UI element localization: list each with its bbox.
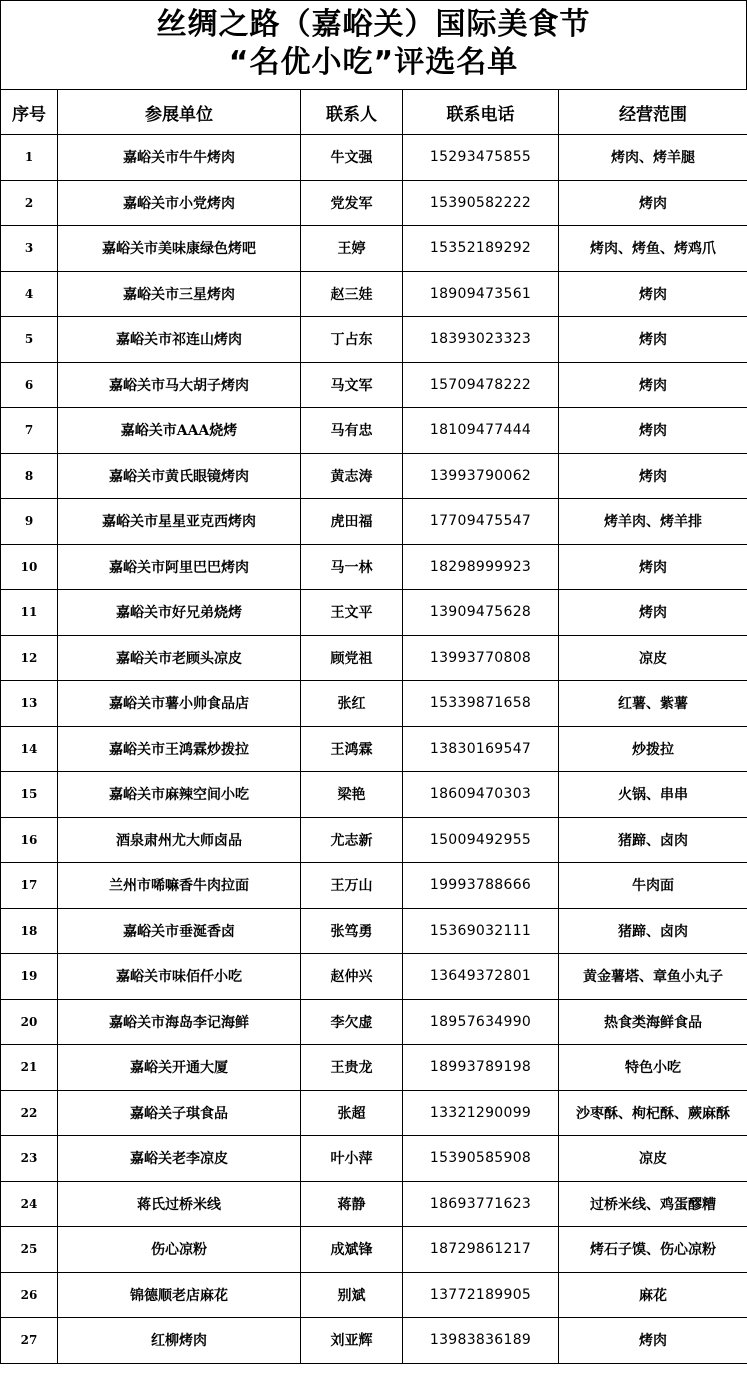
cell-index: 19: [1, 954, 58, 1000]
vendor-table: [0, 89, 747, 1364]
cell-vendor: 嘉峪关市小党烤肉: [58, 180, 301, 226]
cell-index: 14: [1, 726, 58, 772]
cell-index: 9: [1, 499, 58, 545]
cell-scope: 牛肉面: [559, 863, 747, 909]
cell-vendor: 伤心凉粉: [58, 1227, 301, 1273]
table-row: [1, 681, 747, 727]
cell-vendor: 锦德顺老店麻花: [58, 1272, 301, 1318]
cell-vendor: 嘉峪关市海岛李记海鲜: [58, 999, 301, 1045]
cell-scope: 烤肉: [559, 180, 747, 226]
cell-phone: 15390582222: [403, 180, 559, 226]
cell-vendor: 嘉峪关市AAA烧烤: [58, 408, 301, 454]
cell-phone: 17709475547: [403, 499, 559, 545]
cell-scope: 黄金薯塔、章鱼小丸子: [559, 954, 747, 1000]
cell-vendor: 嘉峪关市王鸿霖炒拨拉: [58, 726, 301, 772]
cell-phone: 18109477444: [403, 408, 559, 454]
cell-vendor: 嘉峪关子琪食品: [58, 1090, 301, 1136]
cell-contact: 丁占东: [301, 317, 403, 363]
cell-vendor: 嘉峪关市味佰仟小吃: [58, 954, 301, 1000]
table-row: [1, 317, 747, 363]
cell-contact: 成斌锋: [301, 1227, 403, 1273]
cell-contact: 顾党祖: [301, 635, 403, 681]
cell-contact: 虎田福: [301, 499, 403, 545]
cell-contact: 王万山: [301, 863, 403, 909]
cell-contact: 刘亚辉: [301, 1318, 403, 1364]
cell-vendor: 嘉峪关开通大厦: [58, 1045, 301, 1091]
cell-scope: 火锅、串串: [559, 772, 747, 818]
cell-vendor: 嘉峪关市三星烤肉: [58, 271, 301, 317]
cell-vendor: 嘉峪关市垂涎香卤: [58, 908, 301, 954]
cell-scope: 特色小吃: [559, 1045, 747, 1091]
cell-phone: 15709478222: [403, 362, 559, 408]
cell-index: 23: [1, 1136, 58, 1182]
cell-index: 16: [1, 817, 58, 863]
cell-scope: 烤石子馍、伤心凉粉: [559, 1227, 747, 1273]
cell-contact: 王贵龙: [301, 1045, 403, 1091]
table-row: [1, 1318, 747, 1364]
table-row: [1, 135, 747, 181]
cell-index: 18: [1, 908, 58, 954]
cell-vendor: 酒泉肃州尤大师卤品: [58, 817, 301, 863]
cell-scope: 烤肉: [559, 544, 747, 590]
cell-scope: 烤羊肉、烤羊排: [559, 499, 747, 545]
cell-vendor: 蒋氏过桥米线: [58, 1181, 301, 1227]
table-row: [1, 453, 747, 499]
cell-vendor: 嘉峪关老李凉皮: [58, 1136, 301, 1182]
cell-contact: 马一林: [301, 544, 403, 590]
cell-contact: 张超: [301, 1090, 403, 1136]
cell-scope: 麻花: [559, 1272, 747, 1318]
table-row: [1, 499, 747, 545]
cell-scope: 烤肉、烤鱼、烤鸡爪: [559, 226, 747, 272]
cell-phone: 15009492955: [403, 817, 559, 863]
cell-index: 5: [1, 317, 58, 363]
cell-contact: 张笃勇: [301, 908, 403, 954]
cell-vendor: 嘉峪关市阿里巴巴烤肉: [58, 544, 301, 590]
cell-index: 6: [1, 362, 58, 408]
table-row: [1, 817, 747, 863]
cell-scope: 热食类海鲜食品: [559, 999, 747, 1045]
cell-index: 22: [1, 1090, 58, 1136]
table-row: [1, 999, 747, 1045]
cell-scope: 烤肉、烤羊腿: [559, 135, 747, 181]
cell-vendor: 嘉峪关市黄氏眼镜烤肉: [58, 453, 301, 499]
title-block: [0, 0, 747, 89]
cell-index: 8: [1, 453, 58, 499]
cell-index: 21: [1, 1045, 58, 1091]
table-row: [1, 1181, 747, 1227]
cell-index: 12: [1, 635, 58, 681]
cell-vendor: 嘉峪关市好兄弟烧烤: [58, 590, 301, 636]
cell-scope: 烤肉: [559, 362, 747, 408]
cell-phone: 18693771623: [403, 1181, 559, 1227]
cell-contact: 黄志涛: [301, 453, 403, 499]
table-row: [1, 180, 747, 226]
table-row: [1, 226, 747, 272]
title-line-1: 丝绸之路（嘉峪关）国际美食节: [156, 7, 591, 42]
cell-contact: 赵三娃: [301, 271, 403, 317]
cell-phone: 15293475855: [403, 135, 559, 181]
table-row: [1, 908, 747, 954]
cell-vendor: 嘉峪关市星星亚克西烤肉: [58, 499, 301, 545]
cell-contact: 蒋静: [301, 1181, 403, 1227]
cell-contact: 王文平: [301, 590, 403, 636]
title-line-2: “名优小吃”评选名单: [228, 45, 519, 80]
cell-contact: 张红: [301, 681, 403, 727]
cell-contact: 尤志新: [301, 817, 403, 863]
cell-phone: 15352189292: [403, 226, 559, 272]
cell-phone: 18729861217: [403, 1227, 559, 1273]
table-row: [1, 954, 747, 1000]
cell-scope: 凉皮: [559, 1136, 747, 1182]
cell-phone: 13909475628: [403, 590, 559, 636]
cell-contact: 王婷: [301, 226, 403, 272]
cell-vendor: 嘉峪关市马大胡子烤肉: [58, 362, 301, 408]
cell-phone: 13649372801: [403, 954, 559, 1000]
header-vendor: 参展单位: [58, 90, 301, 135]
cell-vendor: 嘉峪关市牛牛烤肉: [58, 135, 301, 181]
cell-phone: 13983836189: [403, 1318, 559, 1364]
cell-phone: 15390585908: [403, 1136, 559, 1182]
table-row: [1, 1090, 747, 1136]
table-row: [1, 1045, 747, 1091]
cell-phone: 19993788666: [403, 863, 559, 909]
cell-scope: 凉皮: [559, 635, 747, 681]
cell-phone: 18609470303: [403, 772, 559, 818]
cell-scope: 过桥米线、鸡蛋醪糟: [559, 1181, 747, 1227]
cell-contact: 马文军: [301, 362, 403, 408]
table-row: [1, 271, 747, 317]
table-row: [1, 408, 747, 454]
cell-index: 7: [1, 408, 58, 454]
cell-index: 10: [1, 544, 58, 590]
cell-scope: 烤肉: [559, 271, 747, 317]
cell-index: 11: [1, 590, 58, 636]
table-row: [1, 362, 747, 408]
table-row: [1, 635, 747, 681]
cell-contact: 梁艳: [301, 772, 403, 818]
cell-scope: 烤肉: [559, 317, 747, 363]
cell-vendor: 嘉峪关市薯小帅食品店: [58, 681, 301, 727]
cell-scope: 烤肉: [559, 408, 747, 454]
cell-contact: 叶小萍: [301, 1136, 403, 1182]
table-body: [1, 135, 747, 1364]
cell-index: 13: [1, 681, 58, 727]
header-index: 序号: [1, 90, 58, 135]
cell-vendor: 红柳烤肉: [58, 1318, 301, 1364]
cell-phone: 15339871658: [403, 681, 559, 727]
cell-scope: 猪蹄、卤肉: [559, 908, 747, 954]
cell-phone: 18993789198: [403, 1045, 559, 1091]
cell-contact: 李欠虚: [301, 999, 403, 1045]
cell-contact: 牛文强: [301, 135, 403, 181]
cell-index: 26: [1, 1272, 58, 1318]
cell-scope: 烤肉: [559, 453, 747, 499]
cell-vendor: 嘉峪关市老顾头凉皮: [58, 635, 301, 681]
cell-vendor: 嘉峪关市美味康绿色烤吧: [58, 226, 301, 272]
cell-index: 2: [1, 180, 58, 226]
table-row: [1, 863, 747, 909]
table-row: [1, 1272, 747, 1318]
cell-vendor: 嘉峪关市麻辣空间小吃: [58, 772, 301, 818]
cell-scope: 炒拨拉: [559, 726, 747, 772]
cell-phone: 13321290099: [403, 1090, 559, 1136]
table-row: [1, 590, 747, 636]
table-row: [1, 544, 747, 590]
cell-vendor: 兰州市唏嘛香牛肉拉面: [58, 863, 301, 909]
header-scope: 经营范围: [559, 90, 747, 135]
table-row: [1, 772, 747, 818]
table-row: [1, 1136, 747, 1182]
cell-index: 24: [1, 1181, 58, 1227]
header-phone: 联系电话: [403, 90, 559, 135]
cell-phone: 18957634990: [403, 999, 559, 1045]
cell-phone: 15369032111: [403, 908, 559, 954]
cell-phone: 18298999923: [403, 544, 559, 590]
cell-contact: 马有忠: [301, 408, 403, 454]
cell-scope: 红薯、紫薯: [559, 681, 747, 727]
cell-index: 17: [1, 863, 58, 909]
header-contact: 联系人: [301, 90, 403, 135]
cell-contact: 王鸿霖: [301, 726, 403, 772]
cell-scope: 沙枣酥、枸杞酥、蕨麻酥: [559, 1090, 747, 1136]
cell-contact: 党发军: [301, 180, 403, 226]
cell-phone: 13993770808: [403, 635, 559, 681]
cell-index: 20: [1, 999, 58, 1045]
cell-contact: 别斌: [301, 1272, 403, 1318]
cell-index: 27: [1, 1318, 58, 1364]
cell-index: 4: [1, 271, 58, 317]
cell-phone: 13772189905: [403, 1272, 559, 1318]
cell-vendor: 嘉峪关市祁连山烤肉: [58, 317, 301, 363]
cell-index: 15: [1, 772, 58, 818]
cell-phone: 13993790062: [403, 453, 559, 499]
table-row: [1, 726, 747, 772]
cell-phone: 18909473561: [403, 271, 559, 317]
table-header-row: [1, 90, 747, 135]
cell-scope: 猪蹄、卤肉: [559, 817, 747, 863]
cell-scope: 烤肉: [559, 1318, 747, 1364]
cell-index: 1: [1, 135, 58, 181]
cell-index: 3: [1, 226, 58, 272]
cell-contact: 赵仲兴: [301, 954, 403, 1000]
table-row: [1, 1227, 747, 1273]
cell-scope: 烤肉: [559, 590, 747, 636]
cell-phone: 13830169547: [403, 726, 559, 772]
cell-phone: 18393023323: [403, 317, 559, 363]
cell-index: 25: [1, 1227, 58, 1273]
